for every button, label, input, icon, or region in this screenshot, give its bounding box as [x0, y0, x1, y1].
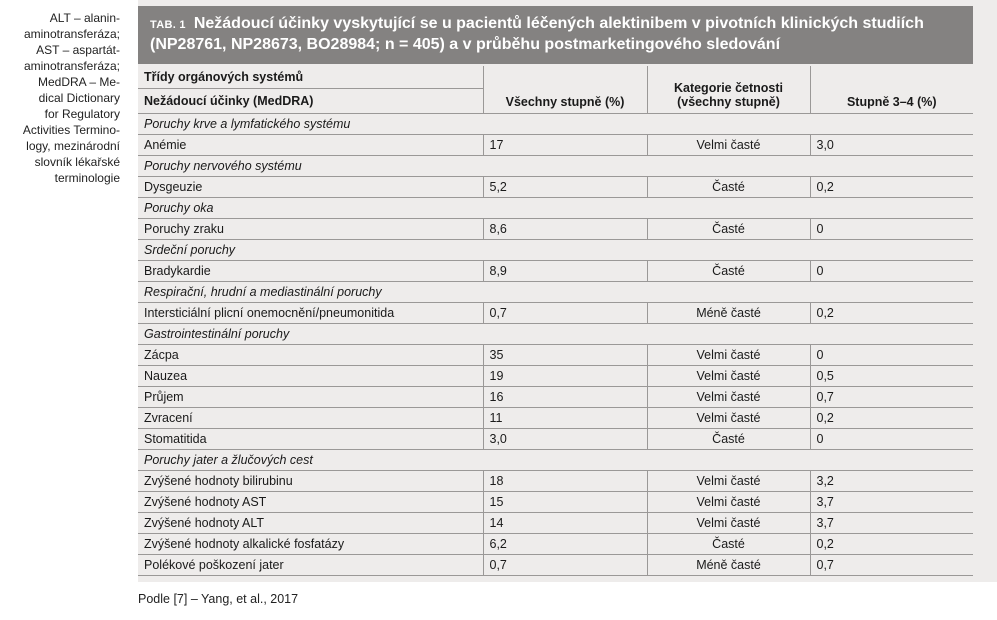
- adverse-effect-name: Zvýšené hodnoty bilirubinu: [138, 471, 483, 492]
- header-frequency-category: [647, 66, 810, 114]
- frequency-category: Velmi časté: [647, 387, 810, 408]
- adverse-effects-table: [138, 66, 973, 576]
- frequency-category: Velmi časté: [647, 513, 810, 534]
- abbreviation-line: aminotransferáza;: [23, 27, 120, 41]
- organ-class-name: Poruchy nervového systému: [138, 156, 973, 177]
- frequency-category: Velmi časté: [647, 366, 810, 387]
- table-row: [138, 261, 973, 282]
- grade-3-4-value: 0,2: [810, 303, 973, 324]
- frequency-category: Časté: [647, 177, 810, 198]
- adverse-effect-name: Bradykardie: [138, 261, 483, 282]
- organ-class-name: Poruchy jater a žlučových cest: [138, 450, 973, 471]
- organ-class-row: [138, 324, 973, 345]
- table-header-row: [138, 66, 973, 114]
- table-row: [138, 534, 973, 555]
- all-grades-value: 8,6: [483, 219, 647, 240]
- adverse-effect-name: Průjem: [138, 387, 483, 408]
- table-row: [138, 387, 973, 408]
- adverse-effect-name: Intersticiální plicní onemocnění/pneumonitida: [138, 303, 483, 324]
- organ-class-name: Poruchy krve a lymfatického systému: [138, 114, 973, 135]
- all-grades-value: 17: [483, 135, 647, 156]
- all-grades-value: 15: [483, 492, 647, 513]
- all-grades-value: 18: [483, 471, 647, 492]
- frequency-category: Velmi časté: [647, 345, 810, 366]
- table-row: [138, 177, 973, 198]
- grade-3-4-value: 3,0: [810, 135, 973, 156]
- frequency-category: Velmi časté: [647, 135, 810, 156]
- all-grades-value: 35: [483, 345, 647, 366]
- adverse-effect-name: Nauzea: [138, 366, 483, 387]
- abbreviation-line: Activities Termino-: [22, 123, 120, 137]
- organ-class-name: Srdeční poruchy: [138, 240, 973, 261]
- grade-3-4-value: 3,7: [810, 513, 973, 534]
- adverse-effect-name: Anémie: [138, 135, 483, 156]
- adverse-effect-name: Zvracení: [138, 408, 483, 429]
- grade-3-4-value: 0,2: [810, 534, 973, 555]
- frequency-category: Velmi časté: [647, 408, 810, 429]
- header-adverse-effect-label: Nežádoucí účinky (MedDRA): [144, 94, 314, 108]
- frequency-category: Časté: [647, 219, 810, 240]
- adverse-effect-name: Zvýšené hodnoty ALT: [138, 513, 483, 534]
- frequency-category: Velmi časté: [647, 492, 810, 513]
- frequency-category: Časté: [647, 261, 810, 282]
- table-row: [138, 429, 973, 450]
- all-grades-value: 16: [483, 387, 647, 408]
- frequency-category: Časté: [647, 534, 810, 555]
- frequency-category: Méně časté: [647, 303, 810, 324]
- all-grades-value: 19: [483, 366, 647, 387]
- organ-class-row: [138, 198, 973, 219]
- header-organ-class-label: Třídy orgánových systémů: [138, 66, 483, 89]
- table-row: [138, 471, 973, 492]
- grade-3-4-value: 0: [810, 261, 973, 282]
- adverse-effect-name: Dysgeuzie: [138, 177, 483, 198]
- organ-class-name: Gastrointestinální poruchy: [138, 324, 973, 345]
- grade-3-4-value: 0,7: [810, 555, 973, 576]
- grade-3-4-value: 0,2: [810, 177, 973, 198]
- abbreviation-line: aminotransferáza;: [23, 59, 120, 73]
- organ-class-name: Respirační, hrudní a mediastinální poruchy: [138, 282, 973, 303]
- table-title-bar: [138, 6, 973, 64]
- table-row: [138, 513, 973, 534]
- frequency-category: Časté: [647, 429, 810, 450]
- adverse-effect-name: Stomatitida: [138, 429, 483, 450]
- abbreviation-line: logy, mezinárodní: [26, 139, 120, 153]
- abbreviation-line: terminologie: [54, 171, 120, 185]
- all-grades-value: 14: [483, 513, 647, 534]
- all-grades-value: 3,0: [483, 429, 647, 450]
- all-grades-value: 0,7: [483, 555, 647, 576]
- adverse-effect-name: Poruchy zraku: [138, 219, 483, 240]
- organ-class-row: [138, 282, 973, 303]
- organ-class-name: Poruchy oka: [138, 198, 973, 219]
- adverse-effect-name: Zácpa: [138, 345, 483, 366]
- grade-3-4-value: 0: [810, 429, 973, 450]
- all-grades-value: 6,2: [483, 534, 647, 555]
- organ-class-row: [138, 240, 973, 261]
- table-label: TAB. 1: [150, 19, 186, 31]
- abbreviation-line: MedDRA – Me-: [37, 75, 120, 89]
- all-grades-value: 5,2: [483, 177, 647, 198]
- organ-class-row: [138, 450, 973, 471]
- grade-3-4-value: 3,2: [810, 471, 973, 492]
- frequency-category: Méně časté: [647, 555, 810, 576]
- grade-3-4-value: 0: [810, 219, 973, 240]
- frequency-category: Velmi časté: [647, 471, 810, 492]
- header-all-grades: Všechny stupně (%): [483, 66, 647, 114]
- header-frequency-line2: (všechny stupně): [677, 95, 780, 109]
- grade-3-4-value: 0,7: [810, 387, 973, 408]
- table-title: Nežádoucí účinky vyskytující se u pacientů léčených alektinibem v pivotních klinických studiích (NP28761, NP28673, BO28984; n = 405) a v průběhu postmarketingového sledování: [150, 15, 924, 53]
- organ-class-row: [138, 156, 973, 177]
- header-frequency-line1: Kategorie četnosti: [673, 81, 784, 95]
- adverse-effect-name: Zvýšené hodnoty AST: [138, 492, 483, 513]
- grade-3-4-value: 3,7: [810, 492, 973, 513]
- all-grades-value: 8,9: [483, 261, 647, 282]
- grade-3-4-value: 0,5: [810, 366, 973, 387]
- source-note: Podle [7] – Yang, et al., 2017: [138, 592, 299, 606]
- table-row: [138, 408, 973, 429]
- header-organ-class: [138, 66, 483, 114]
- adverse-effect-name: Zvýšené hodnoty alkalické fosfatázy: [138, 534, 483, 555]
- abbreviation-line: slovník lékařské: [34, 155, 120, 169]
- table-row: [138, 219, 973, 240]
- table-row: [138, 366, 973, 387]
- table-row: [138, 135, 973, 156]
- abbreviation-line: ALT – alanin-: [49, 11, 120, 25]
- all-grades-value: 11: [483, 408, 647, 429]
- table-row: [138, 492, 973, 513]
- abbreviation-line: AST – aspartát-: [36, 43, 120, 57]
- table-row: [138, 345, 973, 366]
- organ-class-row: [138, 114, 973, 135]
- abbreviation-line: for Regulatory: [44, 107, 120, 121]
- table-row: [138, 303, 973, 324]
- table-row: [138, 555, 973, 576]
- adverse-effect-name: Polékové poškození jater: [138, 555, 483, 576]
- grade-3-4-value: 0: [810, 345, 973, 366]
- all-grades-value: 0,7: [483, 303, 647, 324]
- table-body: [138, 114, 973, 576]
- abbreviation-line: dical Dictionary: [38, 91, 120, 105]
- header-grade-3-4: Stupně 3–4 (%): [810, 66, 973, 114]
- table-panel: [138, 0, 997, 582]
- abbreviations-note: [0, 10, 120, 186]
- grade-3-4-value: 0,2: [810, 408, 973, 429]
